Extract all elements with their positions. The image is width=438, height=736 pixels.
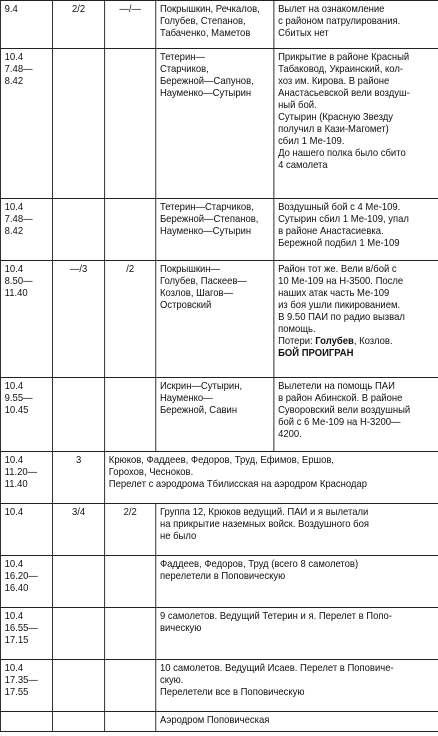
date-cell: [0, 712, 52, 732]
table-row: [0, 199, 438, 261]
count-cell: 3/4: [53, 504, 105, 556]
count-cell: [53, 199, 105, 261]
date-cell: 10.4 7.48— 8.42: [0, 49, 52, 199]
count-cell: [53, 49, 105, 199]
table-row: [0, 1, 438, 49]
date-cell: 10.4 9.55— 10.45: [0, 378, 52, 452]
result-cell: [105, 199, 156, 261]
result-cell: [105, 49, 156, 199]
date-cell: 10.4 11.20— 11.40: [0, 452, 52, 504]
count-cell: [53, 660, 105, 712]
table-row: [0, 504, 438, 556]
count-cell: 2/2: [53, 1, 105, 49]
date-cell: 10.4 8.50— 11.40: [0, 261, 52, 378]
crew-cell: Тетерин— Старчиков, Бережной—Сапунов, Науменко—Сутырин: [156, 49, 274, 199]
result-cell: [105, 660, 156, 712]
loss-rest: , Козлов.: [353, 336, 393, 347]
battle-lost-label: БОЙ ПРОИГРАН: [278, 348, 354, 359]
notes-main: Район тот же. Вели в/бой с 10 Ме-109 на Н-3500. После наших атак часть Ме-109 из боя ушли пикированием. В 9.50 ПАИ по радио вызвал помощь.: [278, 264, 405, 335]
result-cell: [105, 608, 156, 660]
crew-cell: Покрышкин— Голубев, Паскеев— Козлов, Шагов— Островский: [156, 261, 274, 378]
notes-cell: Воздушный бой с 4 Ме-109. Сутырин сбил 1 Ме-109, упал в районе Анастасиевка. Бережной подбил 1 Ме-109: [274, 199, 438, 261]
count-cell: [53, 556, 105, 608]
date-cell: 10.4 17.35— 17.55: [0, 660, 52, 712]
result-cell: 2/2: [105, 504, 156, 556]
result-cell: —/—: [105, 1, 156, 49]
combined-notes-cell: Фаддеев, Федоров, Труд (всего 8 самолетов) перелетели в Поповическую: [156, 556, 438, 608]
date-cell: 10.4 7.48— 8.42: [0, 199, 52, 261]
count-cell: 3: [53, 452, 105, 504]
table-row: [0, 452, 438, 504]
date-cell: 10.4 16.55— 17.15: [0, 608, 52, 660]
count-cell: [53, 378, 105, 452]
count-cell: —/3: [53, 261, 105, 378]
crew-cell: Покрышкин, Речкалов, Голубев, Степанов, Табаченко, Маметов: [156, 1, 274, 49]
result-cell: /2: [105, 261, 156, 378]
table-row: [0, 261, 438, 378]
table-row: [0, 712, 438, 732]
notes-cell: Прикрытие в районе Красный Табаковод, Украинский, кол- хоз им. Кирова. В районе Анастасьевской вели воздуш- ный бой. Сутырин (Красную Звезду получил в Кази-Магомет) сбил 1 Ме-109. До нашего полка было сбито 4 самолета: [274, 49, 438, 199]
table-row: [0, 378, 438, 452]
loss-label: Потери:: [278, 336, 316, 347]
combined-notes-cell: Аэродром Поповическая: [156, 712, 438, 732]
notes-cell: Вылет на ознакомление с районом патрулирования. Сбитых нет: [274, 1, 438, 49]
date-cell: 10.4: [0, 504, 52, 556]
date-cell: 10.4 16.20— 16.40: [0, 556, 52, 608]
count-cell: [53, 712, 105, 732]
result-cell: [105, 378, 156, 452]
combined-notes-cell: Крюков, Фаддеев, Федоров, Труд, Ефимов, Ершов, Горохов, Чесноков. Перелет с аэродрома Тбилисская на аэродром Краснодар: [105, 452, 438, 504]
notes-cell: [274, 261, 438, 378]
table-row: [0, 608, 438, 660]
loss-name-bold: Голубев: [315, 336, 354, 347]
table-row: [0, 49, 438, 199]
combined-notes-cell: 9 самолетов. Ведущий Тетерин и я. Перелет в Попо- вическую: [156, 608, 438, 660]
crew-cell: Искрин—Сутырин, Науменко— Бережной, Савин: [156, 378, 274, 452]
combined-notes-cell: Группа 12, Крюков ведущий. ПАИ и я вылетали на прикрытие наземных войск. Воздушного боя не было: [156, 504, 438, 556]
combined-notes-cell: 10 самолетов. Ведущий Исаев. Перелет в Поповиче- скую. Перелетели все в Поповическую: [156, 660, 438, 712]
date-cell: 9.4: [0, 1, 52, 49]
result-cell: [105, 712, 156, 732]
table-row: [0, 556, 438, 608]
notes-cell: Вылетели на помощь ПАИ в район Абинской. В районе Суворовский вели воздушный бой с 6 Ме-109 на Н-3200— 4200.: [274, 378, 438, 452]
table-row: [0, 660, 438, 712]
result-cell: [105, 556, 156, 608]
count-cell: [53, 608, 105, 660]
crew-cell: Тетерин—Старчиков, Бережной—Степанов, Науменко—Сутырин: [156, 199, 274, 261]
